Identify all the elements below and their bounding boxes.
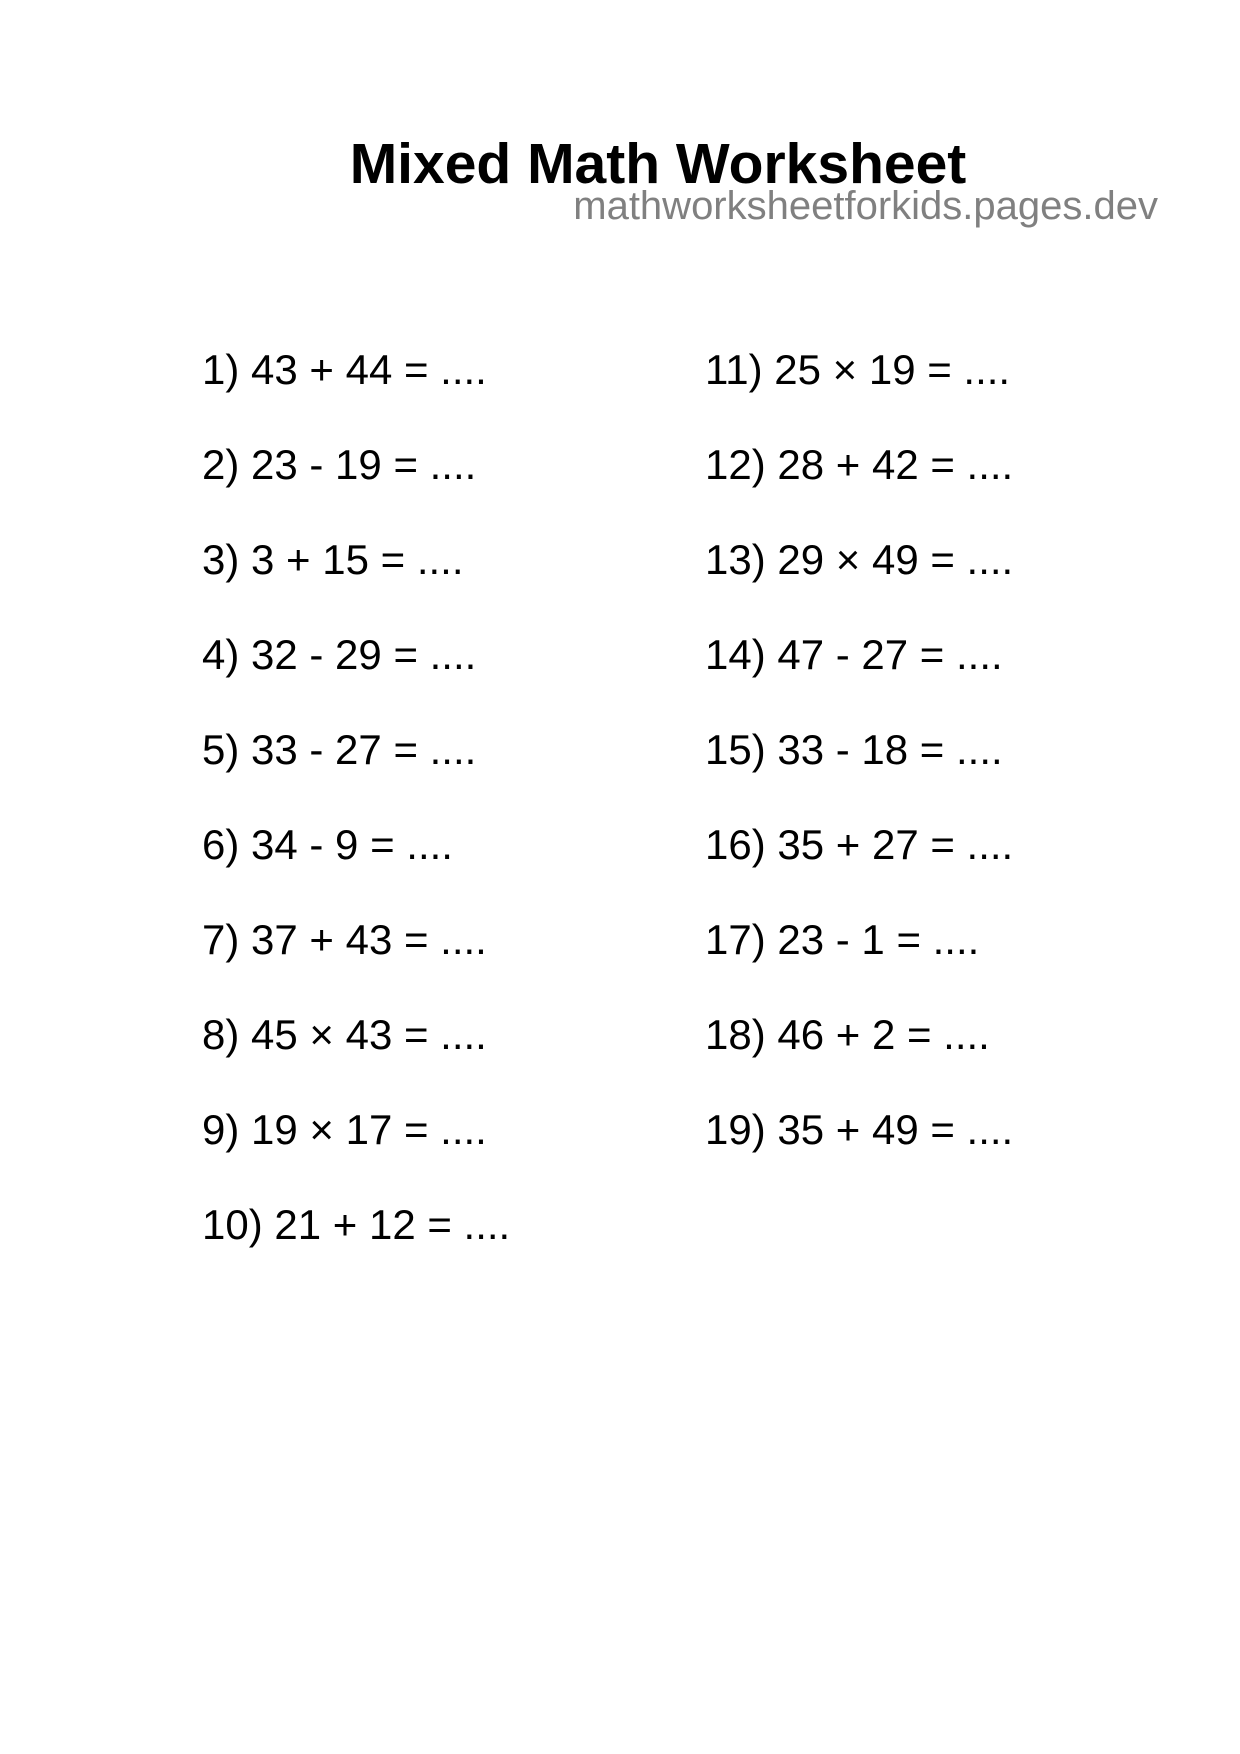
problem-10: 10) 21 + 12 = .... xyxy=(202,1201,511,1248)
problem-1: 1) 43 + 44 = .... xyxy=(202,346,487,393)
page-title: Mixed Math Worksheet xyxy=(349,132,967,197)
problem-11: 11) 25 × 19 = .... xyxy=(705,346,1011,393)
problem-9: 9) 19 × 17 = .... xyxy=(202,1106,487,1153)
problem-16: 16) 35 + 27 = .... xyxy=(705,821,1014,868)
problem-12: 12) 28 + 42 = .... xyxy=(705,441,1014,488)
problem-19: 19) 35 + 49 = .... xyxy=(705,1106,1014,1153)
problem-6: 6) 34 - 9 = .... xyxy=(202,821,453,868)
problem-18: 18) 46 + 2 = .... xyxy=(705,1011,990,1058)
source-url: mathworksheetforkids.pages.dev xyxy=(573,184,1158,228)
problem-4: 4) 32 - 29 = .... xyxy=(202,631,477,678)
problem-14: 14) 47 - 27 = .... xyxy=(705,631,1003,678)
problem-column-right xyxy=(705,346,1014,1204)
problem-5: 5) 33 - 27 = .... xyxy=(202,726,477,773)
problem-15: 15) 33 - 18 = .... xyxy=(705,726,1003,773)
problem-13: 13) 29 × 49 = .... xyxy=(705,536,1014,583)
problem-3: 3) 3 + 15 = .... xyxy=(202,536,464,583)
problem-8: 8) 45 × 43 = .... xyxy=(202,1011,487,1058)
problem-17: 17) 23 - 1 = .... xyxy=(705,916,980,963)
problem-column-left xyxy=(202,346,511,1299)
problem-7: 7) 37 + 43 = .... xyxy=(202,916,487,963)
problem-2: 2) 23 - 19 = .... xyxy=(202,441,477,488)
